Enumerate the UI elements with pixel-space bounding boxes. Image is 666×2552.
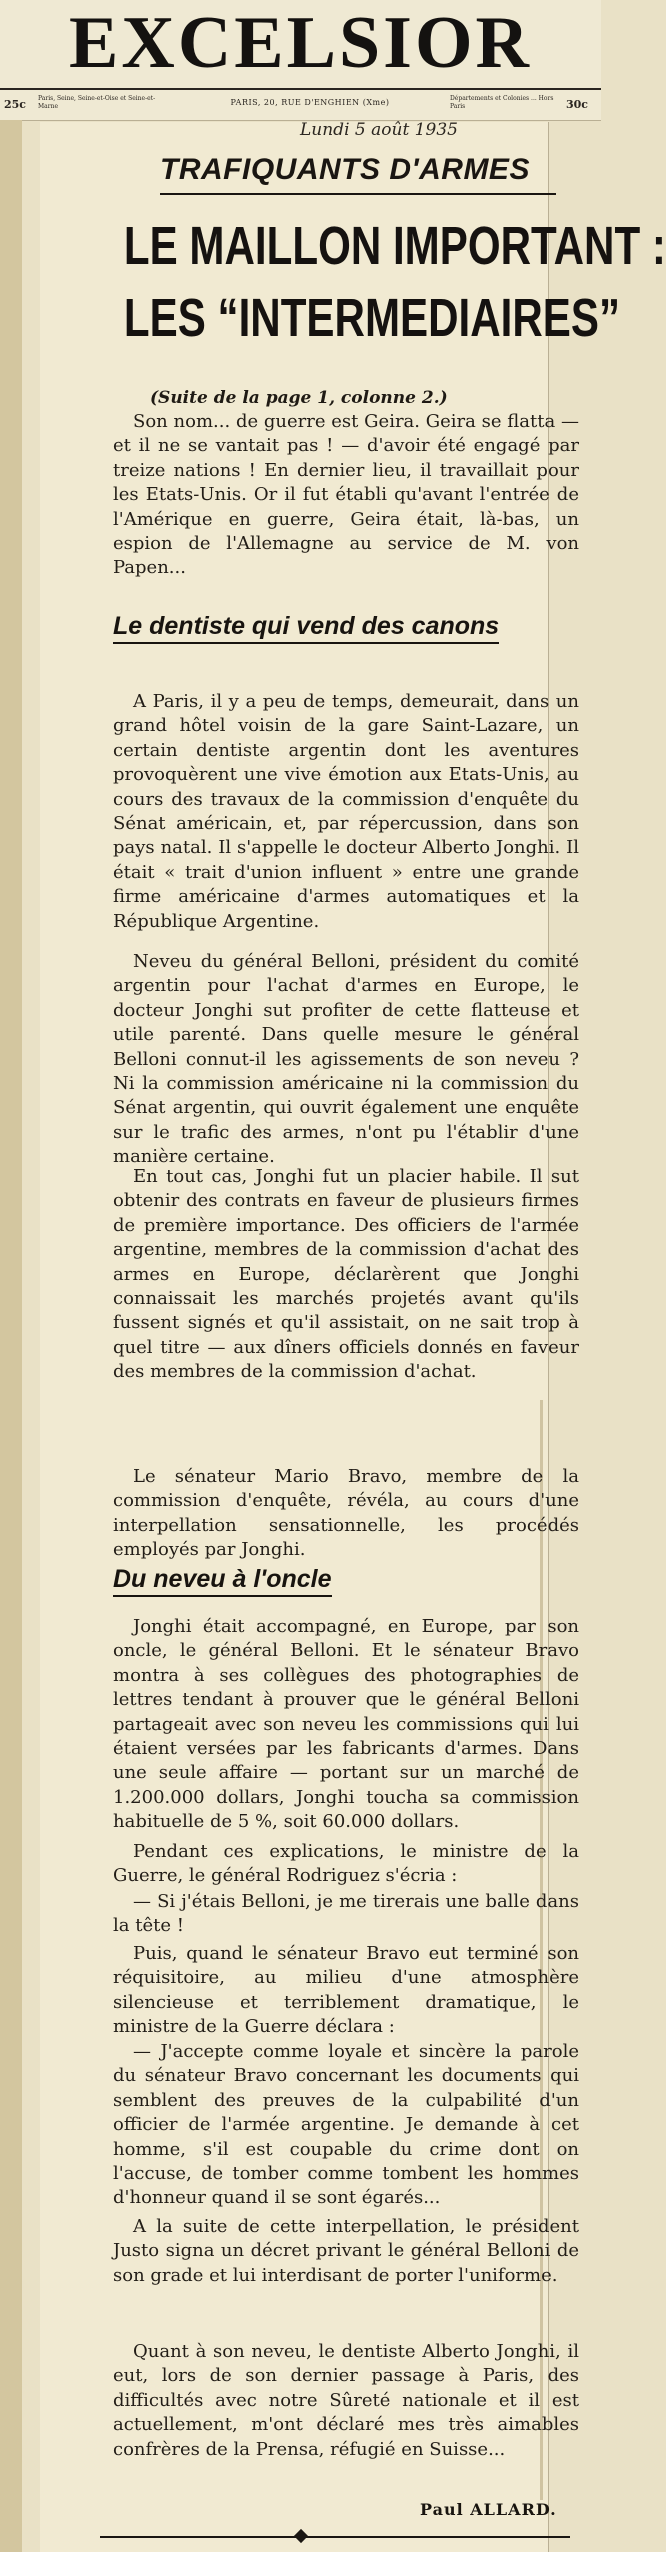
newspaper-address: PARIS, 20, RUE D'ENGHIEN (Xme): [230, 98, 390, 107]
newspaper-title: EXCELSIOR: [69, 2, 532, 84]
article-kicker: TRAFIQUANTS D'ARMES: [160, 153, 530, 186]
paragraph: En tout cas, Jonghi fut un placier habile. Il sut obtenir des contrats en faveur de plusieurs firmes de première importance. Des officiers de l'armée argentine, membres de la commission d'achat des armes en Europe, déclarèrent que Jonghi connaissait les marchés projetés avant qu'ils fussent signés et qu'il assistait, on ne sait trop à quel titre — aux dîners officiels donnés en faveur des membres de la commission d'achat.: [113, 1166, 579, 1383]
paragraph: Jonghi était accompagné, en Europe, par son oncle, le général Belloni. Et le sénateur Bravo montra à ses collègues des photographies de lettres tendant à prouver que le général Belloni partageait avec son neveu les commissions qui lui étaient versées par les fabricants d'armes. Dans une seule affaire — portant sur un marché de 1.200.000 dollars, Jonghi toucha sa commission habituelle de 5 %, soit 60.000 dollars.: [113, 1616, 579, 1833]
headline: [70, 210, 666, 354]
headline-line-2: LES “INTERMEDIAIRES”: [123, 288, 621, 348]
masthead-rule: [0, 88, 601, 90]
distribution-right: Départements et Colonies ... Hors Paris: [450, 95, 554, 110]
continuation-note: (Suite de la page 1, colonne 2.): [150, 388, 448, 408]
paragraph: Le sénateur Mario Bravo, membre de la commission d'enquête, révéla, au cours d'une interpellation sensationnelle, les procédés employés par Jonghi.: [113, 1466, 579, 1561]
paragraph: — Si j'étais Belloni, je me tirerais une balle dans la tête !: [113, 1891, 579, 1937]
paragraph: A la suite de cette interpellation, le président Justo signa un décret privant le général Belloni de son grade et lui interdisant de porter l'uniforme.: [113, 2216, 579, 2286]
paragraph: Neveu du général Belloni, président du comité argentin pour l'achat d'armes en Europe, le docteur Jonghi sut profiter de cette flatteuse et utile parenté. Dans quelle mesure le général Belloni connut-il les agissements de son neveu ? Ni la commission américaine ni la commission du Sénat argentin, qui ouvrit également une enquête sur le trafic des armes, n'ont pu l'établir d'une manière certaine.: [113, 951, 579, 1168]
closing-rule: [100, 2536, 570, 2538]
paragraph: Quant à son neveu, le dentiste Alberto Jonghi, il eut, lors de son dernier passage à Paris, des difficultés avec notre Sûreté nationale et il est actuellement, m'ont déclaré mes très aimables confrères de la Prensa, réfugié en Suisse...: [113, 2341, 579, 2460]
masthead-info-row: [0, 94, 601, 116]
author-signature: Paul ALLARD.: [420, 2500, 557, 2519]
paragraph: Puis, quand le sénateur Bravo eut terminé son réquisitoire, au milieu d'une atmosphère silencieuse et terriblement dramatique, le ministre de la Guerre déclara :: [113, 1943, 579, 2038]
paragraph: — J'accepte comme loyale et sincère la parole du sénateur Bravo concernant les documents qui semblent des preuves de la culpabilité d'un officier de l'armée argentine. Je demande à cet homme, s'il est coupable du crime dont on l'accuse, de tomber comme tombent les hommes d'honneur quand il se sont égarés...: [113, 2041, 579, 2209]
masthead: [0, 0, 601, 121]
intro-paragraph: Son nom... de guerre est Geira. Geira se flatta — et il ne se vantait pas ! — d'avoir été engagé par treize nations ! En dernier lieu, il travaillait pour les Etats-Unis. Or il fut établi qu'avant l'entrée de l'Amérique en guerre, Geira était, là-bas, un espion de l'Allemagne au service de M. von Papen...: [113, 411, 579, 579]
paragraph: A Paris, il y a peu de temps, demeurait, dans un grand hôtel voisin de la gare Saint-Lazare, un certain dentiste argentin dont les aventures provoquèrent une vive émotion aux Etats-Unis, au cours des travaux de la commission d'enquête du Sénat américain, et, par répercussion, dans son pays natal. Il s'appelle le docteur Alberto Jonghi. Il était « trait d'union influent » entre une grande firme américaine d'armes automatiques et la République Argentine.: [113, 691, 579, 932]
kicker-rule: [160, 193, 556, 195]
headline-line-1: LE MAILLON IMPORTANT :: [123, 216, 666, 276]
price-left: 25c: [4, 98, 27, 111]
subhead-dentiste: Le dentiste qui vend des canons: [113, 612, 499, 644]
paragraph: Pendant ces explications, le ministre de la Guerre, le général Rodriguez s'écria :: [113, 1841, 579, 1887]
price-right: 30c: [566, 98, 589, 111]
distribution-left: Paris, Seine, Seine-et-Oise et Seine-et-Marne: [38, 95, 156, 110]
article-date: Lundi 5 août 1935: [300, 120, 458, 140]
subhead-neveu: Du neveu à l'oncle: [113, 1565, 332, 1597]
page-edge: [0, 120, 22, 2552]
